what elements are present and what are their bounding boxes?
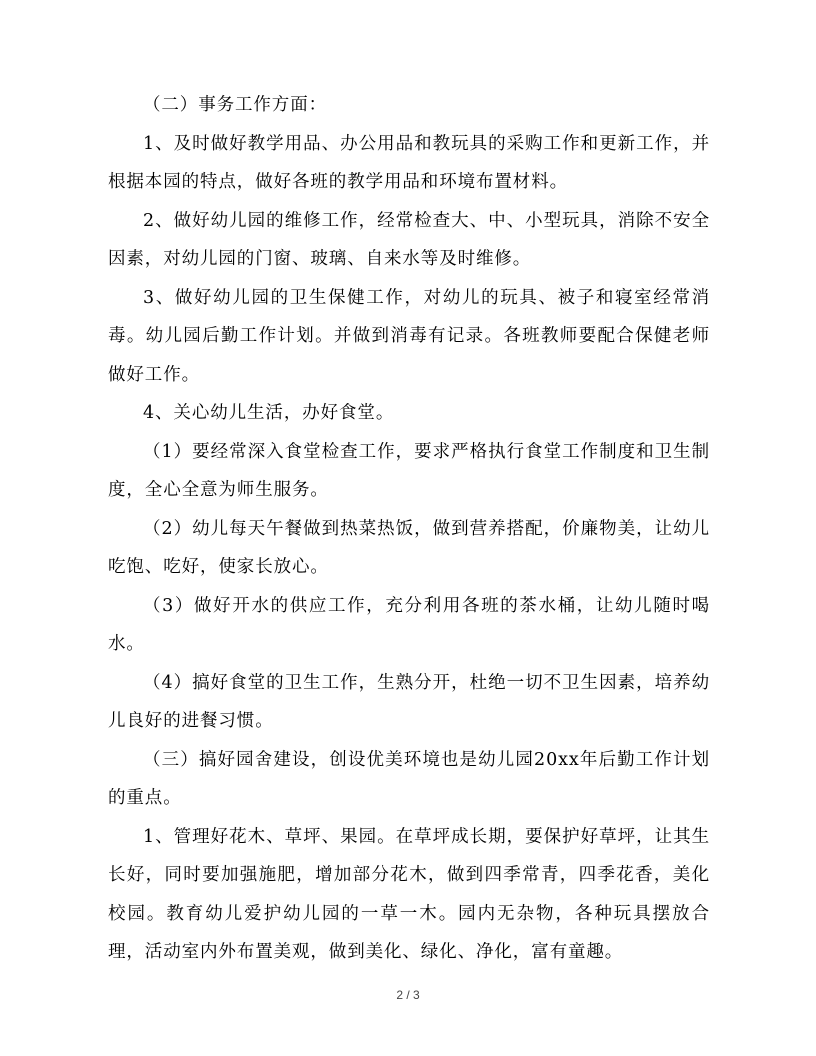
section-heading-affairs: （二）事务工作方面： <box>143 95 327 115</box>
paragraph-subitem-1-inspection: （1）要经常深入食堂检查工作，要求严格执行食堂工作制度和卫生制度，全心全意为师生服务。 <box>108 441 710 500</box>
section-heading-campus: （三）搞好园舍建设，创设优美环境也是幼儿园20xx年后勤工作计划的重点。 <box>108 749 710 808</box>
paragraph-item-1-purchasing: 1、及时做好教学用品、办公用品和教玩具的采购工作和更新工作，并根据本园的特点，做好各班的教学用品和环境布置材料。 <box>108 133 710 192</box>
paragraph-subitem-2-lunch: （2）幼儿每天午餐做到热菜热饭，做到营养搭配，价廉物美，让幼儿吃饱、吃好，使家长放心。 <box>108 518 710 577</box>
document-body <box>108 86 710 972</box>
page-number: 2 / 3 <box>396 988 420 1002</box>
paragraph-subitem-3-water: （3）做好开水的供应工作，充分利用各班的茶水桶，让幼儿随时喝水。 <box>108 595 710 654</box>
paragraph-item-1-greenery: 1、管理好花木、草坪、果园。在草坪成长期，要保护好草坪，让其生长好，同时要加强施肥，增加部分花木，做到四季常青，四季花香，美化校园。教育幼儿爱护幼儿园的一草一木。园内无杂物，各种玩具摆放合理，活动室内外布置美观，做到美化、绿化、净化，富有童趣。 <box>108 826 710 962</box>
paragraph-item-4-canteen: 4、关心幼儿生活，办好食堂。 <box>143 403 395 423</box>
paragraph-item-2-maintenance: 2、做好幼儿园的维修工作，经常检查大、中、小型玩具，消除不安全因素，对幼儿园的门窗、玻璃、自来水等及时维修。 <box>108 210 710 269</box>
paragraph-subitem-4-hygiene: （4）搞好食堂的卫生工作，生熟分开，杜绝一切不卫生因素，培养幼儿良好的进餐习惯。 <box>108 672 710 731</box>
paragraph-item-3-health: 3、做好幼儿园的卫生保健工作，对幼儿的玩具、被子和寝室经常消毒。幼儿园后勤工作计划。并做到消毒有记录。各班教师要配合保健老师做好工作。 <box>108 287 710 385</box>
